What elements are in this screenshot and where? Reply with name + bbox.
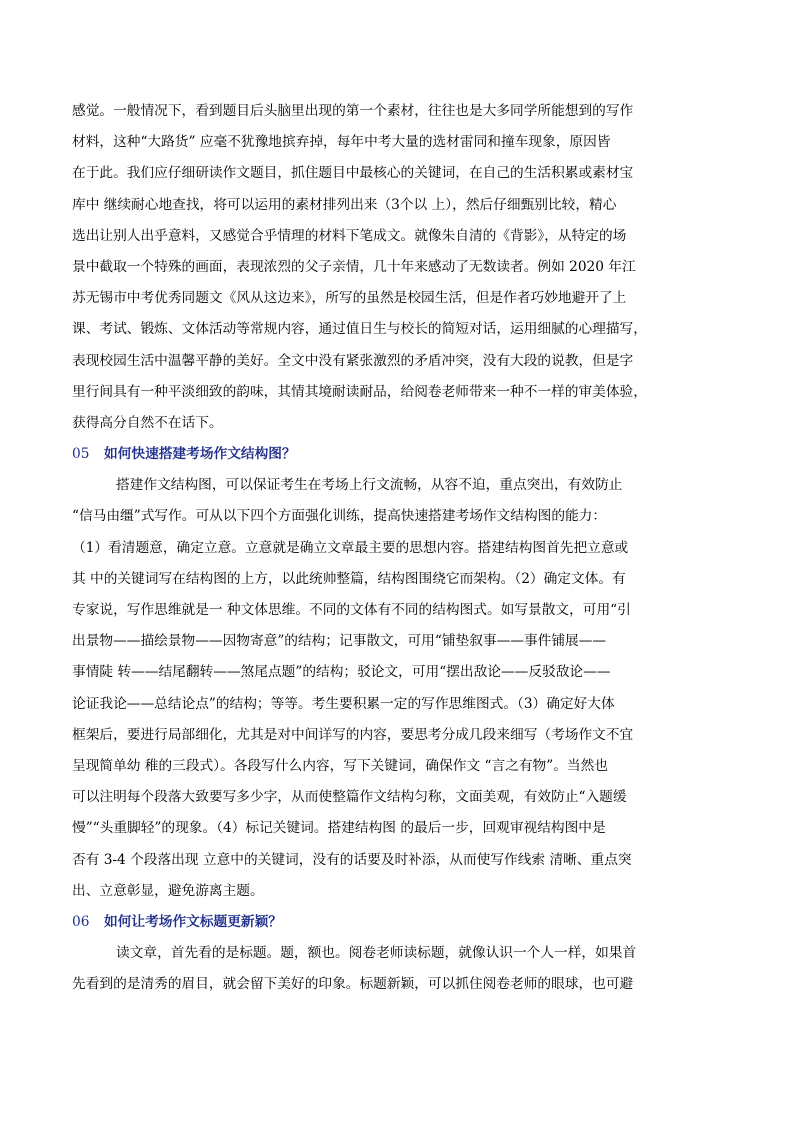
body-line: 苏无锡市中考优秀同题文《风从这边来》，所写的虽然是校园生活，但是作者巧妙地避开了上	[72, 290, 627, 307]
body-line: 专家说，写作思维就是一 种文体思维。不同的文体有不同的结构图式。如写景散文，可用“引	[72, 602, 631, 618]
body-line: 出、立意彰显，避免游离主题。	[72, 882, 264, 899]
document-page	[72, 96, 722, 1000]
body-line: 框架后，要进行局部细化，尤其是对中间详写的内容，要思考分成几段来细写（考场作文不宜	[72, 726, 634, 743]
body-line: 先看到的是清秀的眉目，就会留下美好的印象。标题新颖，可以抓住阅卷老师的眼球，也可避	[72, 976, 634, 993]
section-heading-06	[72, 907, 722, 938]
body-line: 选出让别人出乎意料，又感觉合乎情理的材料下笔成文。就像朱自清的《背影》，从特定的场	[72, 227, 627, 244]
body-line: 材料，这种“大路货” 应毫不犹豫地摈弃掉，每年中考大量的选材雷同和撞车现象，原因皆	[72, 134, 611, 151]
section-title: 如何让考场作文标题更新颖？	[104, 913, 282, 930]
body-line: 课、考试、锻炼、文体活动等常规内容，通过值日生与校长的简短对话，运用细腻的心理描写，	[72, 321, 647, 338]
body-line: 景中截取一个特殊的画面，表现浓烈的父子亲情，几十年来感动了无数读者。例如 2020 年江	[72, 258, 636, 275]
body-line: 论证我论——总结论点”的结构；等等。考生要积累一定的写作思维图式。（3）确定好大体	[72, 695, 615, 712]
body-line: 其 中的关键词写在结构图的上方，以此统帅整篇，结构图围绕它而架构。（2）确定文体。有	[72, 570, 626, 587]
body-line: 库中 继续耐心地查找，将可以运用的素材排列出来（3个以 上），然后仔细甄别比较，精心	[72, 196, 617, 213]
body-line: 出景物——描绘景物——因物寄意”的结构；记事散文，可用“铺垫叙事——事件铺展——	[72, 633, 607, 650]
body-line: 搭建作文结构图，可以保证考生在考场上行文流畅，从容不迫，重点突出，有效防止	[116, 477, 623, 494]
body-line: 可以注明每个段落大致要写多少字，从而使整篇作文结构匀称，文面美观，有效防止“入题缓	[72, 789, 627, 806]
body-line: 表现校园生活中温馨平静的美好。全文中没有紧张激烈的矛盾冲突，没有大段的说教，但是字	[72, 352, 634, 369]
section-title: 如何快速搭建考场作文结构图？	[104, 446, 296, 463]
body-line: 读文章，首先看的是标题。题，额也。阅卷老师读标题，就像认识一个人一样，如果首	[116, 945, 637, 962]
body-line: 呈现简单幼 稚的三段式）。各段写什么内容，写下关键词，确保作文 “言之有物”。当然也	[72, 757, 608, 774]
body-line: 里行间具有一种平淡细致的韵味，其情其境耐读耐品，给阅卷老师带来一种不一样的审美体验，	[72, 383, 647, 400]
body-line: 事情陡 转——结尾翻转——煞尾点题”的结构；驳论文，可用“摆出敌论——反驳敌论——	[72, 664, 611, 681]
body-line: 感觉。一般情况下，看到题目后头脑里出现的第一个素材，往往也是大多同学所能想到的写作	[72, 103, 634, 119]
section-number: 05	[72, 446, 90, 463]
section-heading-05	[72, 439, 722, 470]
section-number: 06	[72, 913, 90, 930]
body-line: 慢”“头重脚轻”的现象。（4）标记关键词。搭建结构图 的最后一步，回观审视结构图中是	[72, 820, 606, 837]
body-line: “信马由缰”式写作。可从以下四个方面强化训练，提高快速搭建考场作文结构图的能力：	[72, 508, 607, 525]
body-line: 否有 3-4 个段落出现 立意中的关键词，没有的话要及时补添，从而使写作线索 清晰、重点突	[72, 851, 632, 868]
body-line: （1）看清题意，确定立意。立意就是确立文章最主要的思想内容。搭建结构图首先把立意或	[72, 539, 629, 556]
body-line: 在于此。我们应仔细研读作文题目，抓住题目中最核心的关键词，在自己的生活积累或素材宝	[72, 165, 634, 182]
body-line: 获得高分自然不在话下。	[72, 414, 223, 431]
